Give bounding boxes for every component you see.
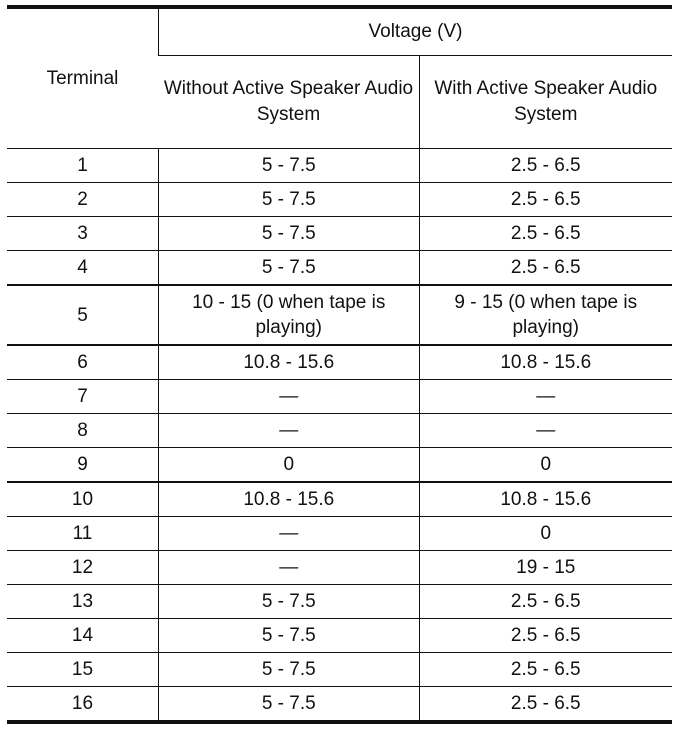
with-value-cell: 2.5 - 6.5 xyxy=(419,653,672,687)
terminal-cell: 8 xyxy=(7,414,159,448)
terminal-cell: 14 xyxy=(7,619,159,653)
table-row xyxy=(7,482,672,517)
with-value-cell: — xyxy=(419,414,672,448)
terminal-cell: 2 xyxy=(7,183,159,217)
without-active-speaker-header: Without Active Speaker Audio System xyxy=(159,56,420,149)
without-value-cell: 5 - 7.5 xyxy=(159,585,420,619)
table-row xyxy=(7,251,672,286)
with-value-cell: 0 xyxy=(419,448,672,483)
with-value-cell: 10.8 - 15.6 xyxy=(419,482,672,517)
with-value-cell: 10.8 - 15.6 xyxy=(419,345,672,380)
without-value-cell: 5 - 7.5 xyxy=(159,619,420,653)
without-value-cell: 5 - 7.5 xyxy=(159,653,420,687)
terminal-cell: 9 xyxy=(7,448,159,483)
with-value-cell: 2.5 - 6.5 xyxy=(419,251,672,286)
header-row xyxy=(7,7,672,56)
with-value-cell: 19 - 15 xyxy=(419,551,672,585)
table-row xyxy=(7,285,672,345)
table-row xyxy=(7,517,672,551)
with-value-cell: 2.5 - 6.5 xyxy=(419,619,672,653)
with-active-speaker-header: With Active Speaker Audio System xyxy=(419,56,672,149)
without-value-cell: 5 - 7.5 xyxy=(159,687,420,723)
with-value-cell: 2.5 - 6.5 xyxy=(419,585,672,619)
table-row xyxy=(7,183,672,217)
terminal-cell: 1 xyxy=(7,149,159,183)
table-row xyxy=(7,448,672,483)
without-value-cell: 0 xyxy=(159,448,420,483)
without-value-cell: 10 - 15 (0 when tape is playing) xyxy=(159,285,420,345)
table-row xyxy=(7,380,672,414)
terminal-cell: 7 xyxy=(7,380,159,414)
table-row xyxy=(7,619,672,653)
terminal-cell: 3 xyxy=(7,217,159,251)
without-value-cell: — xyxy=(159,551,420,585)
terminal-cell: 5 xyxy=(7,285,159,345)
with-value-cell: 2.5 - 6.5 xyxy=(419,183,672,217)
table-row xyxy=(7,217,672,251)
terminal-cell: 15 xyxy=(7,653,159,687)
without-value-cell: 5 - 7.5 xyxy=(159,217,420,251)
voltage-table xyxy=(7,5,672,724)
table-row xyxy=(7,551,672,585)
table-row xyxy=(7,653,672,687)
without-value-cell: — xyxy=(159,380,420,414)
with-value-cell: — xyxy=(419,380,672,414)
terminal-cell: 12 xyxy=(7,551,159,585)
terminal-cell: 13 xyxy=(7,585,159,619)
table-row xyxy=(7,687,672,723)
without-value-cell: 10.8 - 15.6 xyxy=(159,345,420,380)
table-row xyxy=(7,149,672,183)
terminal-cell: 16 xyxy=(7,687,159,723)
with-value-cell: 2.5 - 6.5 xyxy=(419,149,672,183)
table-row xyxy=(7,585,672,619)
with-value-cell: 2.5 - 6.5 xyxy=(419,687,672,723)
table-row xyxy=(7,414,672,448)
terminal-header: Terminal xyxy=(7,7,159,149)
terminal-cell: 11 xyxy=(7,517,159,551)
with-value-cell: 0 xyxy=(419,517,672,551)
without-value-cell: — xyxy=(159,414,420,448)
without-value-cell: 5 - 7.5 xyxy=(159,183,420,217)
with-value-cell: 9 - 15 (0 when tape is playing) xyxy=(419,285,672,345)
terminal-cell: 4 xyxy=(7,251,159,286)
without-value-cell: 10.8 - 15.6 xyxy=(159,482,420,517)
without-value-cell: 5 - 7.5 xyxy=(159,149,420,183)
voltage-header: Voltage (V) xyxy=(159,7,673,56)
without-value-cell: — xyxy=(159,517,420,551)
table-row xyxy=(7,345,672,380)
terminal-cell: 10 xyxy=(7,482,159,517)
with-value-cell: 2.5 - 6.5 xyxy=(419,217,672,251)
without-value-cell: 5 - 7.5 xyxy=(159,251,420,286)
terminal-cell: 6 xyxy=(7,345,159,380)
